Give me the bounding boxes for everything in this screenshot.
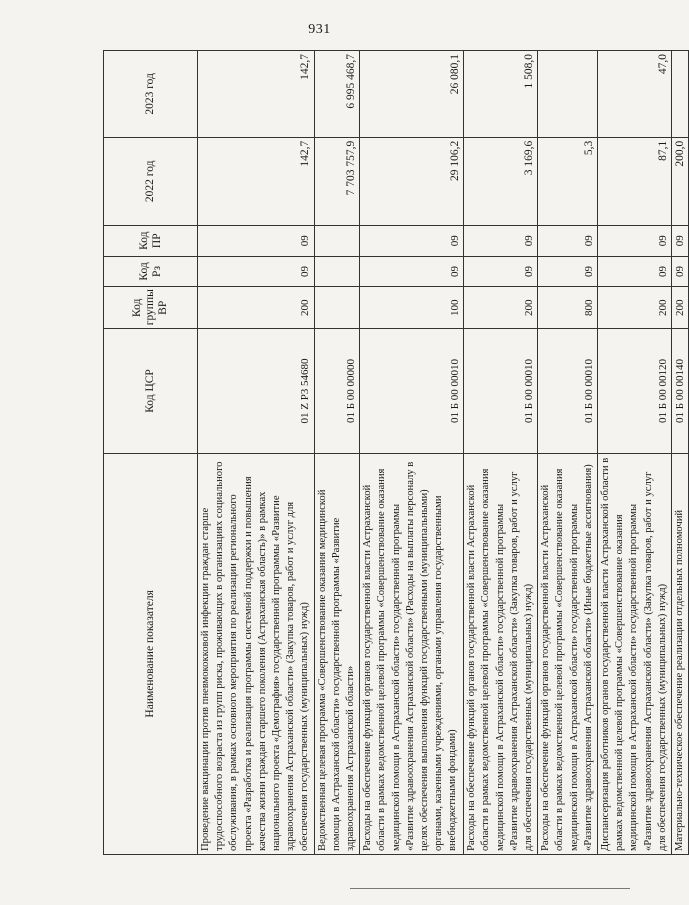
row-name: Расходы на обеспечение функций органов государственной власти Астраханской области в рамках ведомственной целевой программы «Совершенствование оказания медицинской помощи в Астраханской области» государственной программы «Развитие здравоохранения Астраханской области» (Иные бюджетные ассигнования) xyxy=(538,453,598,854)
header-vr: Код группы ВР xyxy=(104,287,198,329)
row-name: Расходы на обеспечение функций органов государственной власти Астраханской области в рамках ведомственной целевой программы «Совершенствование оказания медицинской помощи в Астраханской области» государственной программы «Развитие здравоохранения Астраханской области» (Закупка товаров, работ и услуг для обеспечения государственных (муниципальных) нужд) xyxy=(464,453,538,854)
row-vr: 100 xyxy=(360,287,464,329)
header-row xyxy=(104,51,198,855)
row-name: Материально-техническое обеспечение реализации отдельных полномочий xyxy=(672,453,689,854)
row-2022: 7 703 757,9 xyxy=(314,137,360,225)
row-name: Расходы на обеспечение функций органов государственной власти Астраханской области в рамках ведомственной целевой программы «Совершенствование оказания медицинской помощи в Астраханской области» государственной программы «Развитие здравоохранения Астраханской области» (Расходы на выплаты персоналу в целях обеспечения выполнения функций государственными (муниципальными) органами, казенными учреждениями, органами управления государственными внебюджетными фондами) xyxy=(360,453,464,854)
row-csr: 01 Б 00 00010 xyxy=(360,329,464,453)
row-2023: 47,0 xyxy=(598,51,672,138)
header-2022: 2022 год xyxy=(104,137,198,225)
row-vr: 200 xyxy=(672,287,689,329)
row-2022: 87,1 xyxy=(598,137,672,225)
row-vr: 200 xyxy=(198,287,315,329)
row-2022: 29 106,2 xyxy=(360,137,464,225)
row-vr: 200 xyxy=(464,287,538,329)
header-pr: Код ПР xyxy=(104,225,198,256)
table-row xyxy=(538,51,598,855)
row-rz: 09 xyxy=(672,256,689,287)
row-pr: 09 xyxy=(198,225,315,256)
row-2023: 142,7 xyxy=(198,51,315,138)
row-rz: 09 xyxy=(538,256,598,287)
row-2022: 142,7 xyxy=(198,137,315,225)
row-2023 xyxy=(672,51,689,138)
table-row xyxy=(672,51,689,855)
header-rz: Код Рз xyxy=(104,256,198,287)
row-name: Диспансеризация работников органов государственной власти Астраханской области в рамках ведомственной целевой программы «Совершенствование оказания медицинской помощи в Астраханской области» государственной программы «Развитие здравоохранения Астраханской области» (Закупка товаров, работ и услуг для обеспечения государственных (муниципальных) нужд) xyxy=(598,453,672,854)
row-pr: 09 xyxy=(464,225,538,256)
header-csr: Код ЦСР xyxy=(104,329,198,453)
row-name: Ведомственная целевая программа «Совершенствование оказания медицинской помощи в Астраханской области» государственной программы «Развитие здравоохранения Астраханской области» xyxy=(314,453,360,854)
row-pr: 09 xyxy=(538,225,598,256)
row-2023: 6 995 468,7 xyxy=(314,51,360,138)
table-row xyxy=(198,51,315,855)
page-number: 931 xyxy=(308,22,331,37)
row-2022: 3 169,6 xyxy=(464,137,538,225)
row-name: Проведение вакцинации против пневмококковой инфекции граждан старше трудоспособного возраста из групп риска, проживающих в организациях социального обслуживания, в рамках основного мероприятия по реализации регионального проекта «Разработка и реализация программы системной поддержки и повышения качества жизни граждан старшего поколения (Астраханская область)» в рамках национального проекта «Демография» государственной программы «Развитие здравоохранения Астраханской области» (Закупка товаров, работ и услуг для обеспечения государственных (муниципальных) нужд) xyxy=(198,453,315,854)
row-rz: 09 xyxy=(198,256,315,287)
row-2023: 1 508,0 xyxy=(464,51,538,138)
header-2023: 2023 год xyxy=(104,51,198,138)
row-pr: 09 xyxy=(672,225,689,256)
row-pr xyxy=(314,225,360,256)
header-name: Наименование показателя xyxy=(104,453,198,854)
row-2022: 5,3 xyxy=(538,137,598,225)
rotated-table-container xyxy=(103,50,687,855)
row-csr: 01 Б 00 00120 xyxy=(598,329,672,453)
budget-table xyxy=(103,50,689,855)
row-rz: 09 xyxy=(598,256,672,287)
row-rz: 09 xyxy=(464,256,538,287)
row-vr xyxy=(314,287,360,329)
rotated-table-area xyxy=(103,50,687,855)
row-2022: 200,0 xyxy=(672,137,689,225)
row-csr: 01 Б 00 00010 xyxy=(464,329,538,453)
row-2023 xyxy=(538,51,598,138)
row-csr: 01 Z P3 54680 xyxy=(198,329,315,453)
row-pr: 09 xyxy=(598,225,672,256)
row-rz xyxy=(314,256,360,287)
row-csr: 01 Б 00 00000 xyxy=(314,329,360,453)
row-pr: 09 xyxy=(360,225,464,256)
row-2023: 26 080,1 xyxy=(360,51,464,138)
row-csr: 01 Б 00 00140 xyxy=(672,329,689,453)
bottom-rule xyxy=(350,888,630,889)
row-vr: 800 xyxy=(538,287,598,329)
table-row xyxy=(360,51,464,855)
row-csr: 01 Б 00 00010 xyxy=(538,329,598,453)
table-row xyxy=(598,51,672,855)
row-vr: 200 xyxy=(598,287,672,329)
row-rz: 09 xyxy=(360,256,464,287)
table-row xyxy=(314,51,360,855)
table-row xyxy=(464,51,538,855)
